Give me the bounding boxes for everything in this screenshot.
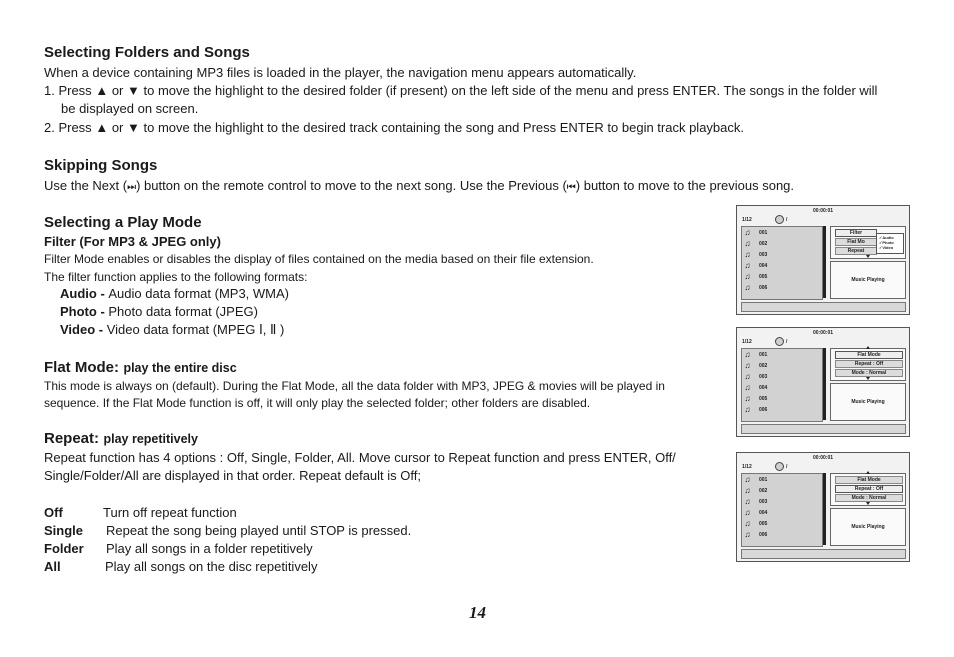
now-playing-panel xyxy=(830,508,906,546)
page-number: 14 xyxy=(469,603,486,622)
music-note-icon: ♫ xyxy=(744,272,751,281)
track-row[interactable] xyxy=(742,349,822,360)
format-desc: Video data format (MPEG Ⅰ, Ⅱ ) xyxy=(106,322,285,337)
option-desc: Turn off repeat function xyxy=(103,505,237,520)
format-video xyxy=(60,322,284,338)
track-row[interactable] xyxy=(742,529,822,540)
filter-text: Filter Mode enables or disables the display of files contained on the media based on their file extension. xyxy=(44,252,594,266)
track-row[interactable] xyxy=(742,360,822,371)
screen-filter-menu xyxy=(736,205,910,315)
folders-step-2 xyxy=(44,120,744,135)
scrollbar[interactable] xyxy=(823,473,826,545)
repeat-option-all xyxy=(44,559,317,574)
flatmode-subtitle: play the entire disc xyxy=(123,361,237,375)
music-note-icon: ♫ xyxy=(744,508,751,517)
music-note-icon: ♫ xyxy=(744,372,751,381)
track-list xyxy=(741,226,823,300)
flatmode-title: Flat Mode: xyxy=(44,359,119,376)
track-row[interactable] xyxy=(742,496,822,507)
music-note-icon: ♫ xyxy=(744,361,751,370)
track-number: 003 xyxy=(759,498,768,505)
down-triangle-icon xyxy=(866,502,870,505)
down-triangle-icon xyxy=(866,255,870,258)
option-desc: Repeat the song being played until STOP is pressed. xyxy=(106,523,412,538)
previous-track-icon: ⏮ xyxy=(566,182,576,193)
music-note-icon: ♫ xyxy=(744,475,751,484)
submenu-item-photo[interactable]: ✓Photo xyxy=(879,240,894,245)
options-menu xyxy=(830,226,906,259)
next-track-icon: ⏭ xyxy=(127,182,137,193)
format-photo xyxy=(60,304,258,319)
option-desc: Play all songs in a folder repetitively xyxy=(106,541,313,556)
track-number: 003 xyxy=(759,373,768,380)
filter-applies: The filter function applies to the following formats: xyxy=(44,270,308,284)
music-note-icon: ♫ xyxy=(744,519,751,528)
menu-item-flat-mode[interactable]: Flat Mode xyxy=(835,476,903,484)
screen-count: 1/12 xyxy=(742,217,752,223)
music-note-icon: ♫ xyxy=(744,405,751,414)
progress-bar xyxy=(741,302,906,312)
now-playing-panel xyxy=(830,383,906,421)
track-number: 005 xyxy=(759,520,768,527)
repeat-line-1: Repeat function has 4 options : Off, Single, Folder, All. Move cursor to Repeat function and press ENTER, Off/ xyxy=(44,450,676,465)
menu-item-repeat[interactable]: Repeat xyxy=(835,247,877,255)
track-row[interactable] xyxy=(742,474,822,485)
screen-time: 00:00:01 xyxy=(812,455,833,461)
step2-text: to move the highlight to the desired track containing the song and Press ENTER to begin track playback. xyxy=(143,120,745,135)
up-triangle-icon xyxy=(866,346,870,349)
track-number: 006 xyxy=(759,531,768,538)
track-row[interactable] xyxy=(742,249,822,260)
screen-flat-mode-menu xyxy=(736,327,910,437)
track-row[interactable] xyxy=(742,393,822,404)
submenu-item-audio[interactable]: ✓Audio xyxy=(879,235,894,240)
track-row[interactable] xyxy=(742,371,822,382)
music-note-icon: ♫ xyxy=(744,283,751,292)
scrollbar[interactable] xyxy=(823,348,826,420)
now-playing-label: Music Playing xyxy=(851,277,885,283)
screen-path: / xyxy=(786,464,788,470)
music-note-icon: ♫ xyxy=(744,250,751,259)
screen-count: 1/12 xyxy=(742,339,752,345)
skipping-heading: Skipping Songs xyxy=(44,157,158,174)
scrollbar[interactable] xyxy=(823,226,826,298)
track-number: 001 xyxy=(759,351,768,358)
option-label: Folder xyxy=(44,541,84,556)
format-sep: - xyxy=(95,322,107,337)
track-row[interactable] xyxy=(742,507,822,518)
track-number: 001 xyxy=(759,476,768,483)
track-row[interactable] xyxy=(742,404,822,415)
step1-or: or xyxy=(111,83,124,98)
flatmode-line-2: sequence. If the Flat Mode function is off, it will only play the selected folder; other folders are disabled. xyxy=(44,396,591,410)
menu-item-mode[interactable]: Mode : Normal xyxy=(835,494,903,502)
music-note-icon: ♫ xyxy=(744,394,751,403)
now-playing-label: Music Playing xyxy=(851,399,885,405)
down-triangle-icon: ▼ xyxy=(127,120,140,135)
skipping-text-b: ) button on the remote control to move to the next song. Use the Previous ( xyxy=(136,178,567,193)
track-row[interactable] xyxy=(742,238,822,249)
options-menu xyxy=(830,348,906,381)
track-number: 001 xyxy=(759,229,768,236)
flatmode-heading xyxy=(44,359,237,377)
disc-icon xyxy=(775,337,784,346)
skipping-text-c: ) button to move to the previous song. xyxy=(575,178,795,193)
folders-heading: Selecting Folders and Songs xyxy=(44,44,250,61)
track-number: 004 xyxy=(759,384,768,391)
up-triangle-icon: ▲ xyxy=(95,83,109,98)
track-row[interactable] xyxy=(742,518,822,529)
down-triangle-icon: ▼ xyxy=(127,83,140,98)
option-label: All xyxy=(44,559,61,574)
folders-intro: When a device containing MP3 files is loaded in the player, the navigation menu appears automatically. xyxy=(44,65,637,80)
submenu-item-video[interactable]: ✓Video xyxy=(879,245,894,250)
repeat-option-folder xyxy=(44,541,313,556)
menu-item-repeat[interactable]: Repeat : Off xyxy=(835,360,903,368)
music-note-icon: ♫ xyxy=(744,350,751,359)
filter-submenu xyxy=(876,233,904,254)
repeat-title: Repeat: xyxy=(44,430,100,447)
up-triangle-icon: ▲ xyxy=(95,120,109,135)
screen-path: / xyxy=(786,339,788,345)
progress-bar xyxy=(741,424,906,434)
music-note-icon: ♫ xyxy=(744,228,751,237)
track-row[interactable] xyxy=(742,227,822,238)
skipping-text-a: Use the Next ( xyxy=(44,178,128,193)
format-desc: Photo data format (JPEG) xyxy=(108,304,258,319)
screen-time: 00:00:01 xyxy=(812,330,833,336)
track-row[interactable] xyxy=(742,485,822,496)
track-row[interactable] xyxy=(742,382,822,393)
flatmode-line-1: This mode is always on (default). During the Flat Mode, all the data folder with MP3, JPEG & movies will be played in xyxy=(44,379,665,393)
track-number: 004 xyxy=(759,262,768,269)
music-note-icon: ♫ xyxy=(744,486,751,495)
up-triangle-icon xyxy=(866,471,870,474)
format-label: Audio xyxy=(60,286,97,301)
screen-repeat-menu xyxy=(736,452,910,562)
options-menu xyxy=(830,473,906,506)
format-audio xyxy=(60,286,289,301)
screen-path: / xyxy=(786,217,788,223)
step1-prefix: 1. Press xyxy=(44,83,92,98)
track-list xyxy=(741,473,823,547)
music-note-icon: ♫ xyxy=(744,383,751,392)
track-number: 004 xyxy=(759,509,768,516)
option-label: Off xyxy=(44,505,63,520)
menu-item-flat-mode[interactable]: Flat Mo xyxy=(835,238,877,246)
track-number: 006 xyxy=(759,284,768,291)
format-label: Video xyxy=(60,322,96,337)
repeat-line-2: Single/Folder/All are displayed in that order. Repeat default is Off; xyxy=(44,468,421,483)
disc-icon xyxy=(775,215,784,224)
menu-item-mode[interactable]: Mode : Normal xyxy=(835,369,903,377)
music-note-icon: ♫ xyxy=(744,239,751,248)
option-desc: Play all songs on the disc repetitively xyxy=(105,559,318,574)
music-note-icon: ♫ xyxy=(744,497,751,506)
step1-text: to move the highlight to the desired folder (if present) on the left side of the menu and press ENTER. The songs in the folder will xyxy=(143,83,878,98)
music-note-icon: ♫ xyxy=(744,261,751,270)
disc-icon xyxy=(775,462,784,471)
screen-count: 1/12 xyxy=(742,464,752,470)
menu-item-filter[interactable]: Filter xyxy=(835,229,877,237)
music-note-icon: ♫ xyxy=(744,530,751,539)
track-number: 005 xyxy=(759,273,768,280)
option-label: Single xyxy=(44,523,84,538)
format-sep: - xyxy=(96,286,109,301)
folders-step-1 xyxy=(44,83,877,98)
track-row[interactable] xyxy=(742,271,822,282)
step2-prefix: 2. Press xyxy=(44,120,92,135)
track-list xyxy=(741,348,823,422)
step2-or: or xyxy=(111,120,124,135)
screen-time: 00:00:01 xyxy=(812,208,833,214)
track-row[interactable] xyxy=(742,282,822,293)
format-desc: Audio data format (MP3, WMA) xyxy=(108,286,290,301)
repeat-option-single xyxy=(44,523,411,538)
repeat-subtitle: play repetitively xyxy=(103,432,198,446)
down-triangle-icon xyxy=(866,377,870,380)
now-playing-panel xyxy=(830,261,906,299)
format-label: Photo xyxy=(60,304,97,319)
track-number: 002 xyxy=(759,362,768,369)
track-row[interactable] xyxy=(742,260,822,271)
filter-heading: Filter (For MP3 & JPEG only) xyxy=(44,234,221,249)
skipping-text xyxy=(44,178,794,193)
track-number: 002 xyxy=(759,240,768,247)
menu-item-repeat[interactable]: Repeat : Off xyxy=(835,485,903,493)
progress-bar xyxy=(741,549,906,559)
repeat-option-off xyxy=(44,505,237,520)
playmode-heading: Selecting a Play Mode xyxy=(44,214,202,231)
menu-item-flat-mode[interactable]: Flat Mode xyxy=(835,351,903,359)
repeat-heading xyxy=(44,430,198,448)
track-number: 005 xyxy=(759,395,768,402)
track-number: 002 xyxy=(759,487,768,494)
track-number: 006 xyxy=(759,406,768,413)
folders-step-1-cont: be displayed on screen. xyxy=(61,101,199,116)
format-sep: - xyxy=(96,304,109,319)
track-number: 003 xyxy=(759,251,768,258)
now-playing-label: Music Playing xyxy=(851,524,885,530)
